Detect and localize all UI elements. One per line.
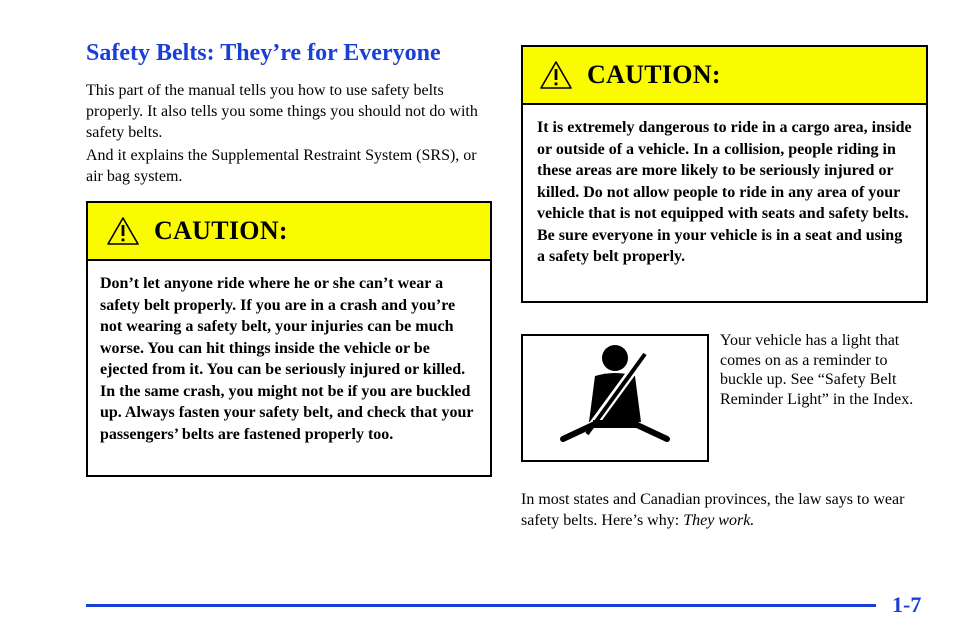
- caution-header-left: [88, 203, 490, 261]
- srs-paragraph: And it explains the Supplemental Restraint System (SRS), or air bag system.: [86, 147, 477, 185]
- law-emphasis: They work.: [683, 512, 755, 529]
- law-text: In most states and Canadian provinces, the law says to wear safety belts. Here’s why:: [521, 491, 905, 529]
- seatbelt-person-icon: [523, 336, 707, 460]
- caution-text-left: Don’t let anyone ride where he or she can’t wear a safety belt properly. If you are in a crash and you’re not wearing a safety belt, your injuries can be much worse. You can hit things inside the vehicle or be ejected from it. You can be seriously injured or killed. In the same crash, you might not be if you are buckled up. Always fasten your safety belt, and check that your passengers’ belts are fastened properly too.: [100, 275, 474, 443]
- caution-title-right: CAUTION:: [587, 60, 721, 89]
- page-heading: Safety Belts: They’re for Everyone: [86, 40, 441, 66]
- warning-triangle-icon: [539, 60, 573, 90]
- reminder-light-text: Your vehicle has a light that comes on as a reminder to buckle up. See “Safety Belt Reminder Light” in the Index.: [720, 332, 914, 408]
- page-number: 1-7: [892, 592, 922, 617]
- caution-box-left: [86, 201, 492, 477]
- caution-header-right: [523, 47, 926, 105]
- intro-paragraph: This part of the manual tells you how to use safety belts properly. It also tells you some things you should not do with safety belts.: [86, 82, 478, 141]
- seatbelt-reminder-figure: [521, 334, 709, 462]
- law-paragraph: [521, 489, 931, 531]
- caution-text-right: It is extremely dangerous to ride in a cargo area, inside or outside of a vehicle. In a collision, people riding in these areas are more likely to be seriously injured or killed. Do not allow people to ride in any area of your vehicle that is not equipped with seats and safety belts. Be sure everyone in your vehicle is in a seat and using a safety belt properly.: [537, 119, 912, 265]
- warning-triangle-icon: [106, 216, 140, 246]
- footer-rule: [86, 604, 876, 607]
- caution-box-right: [521, 45, 928, 303]
- caution-title-left: CAUTION:: [154, 216, 288, 245]
